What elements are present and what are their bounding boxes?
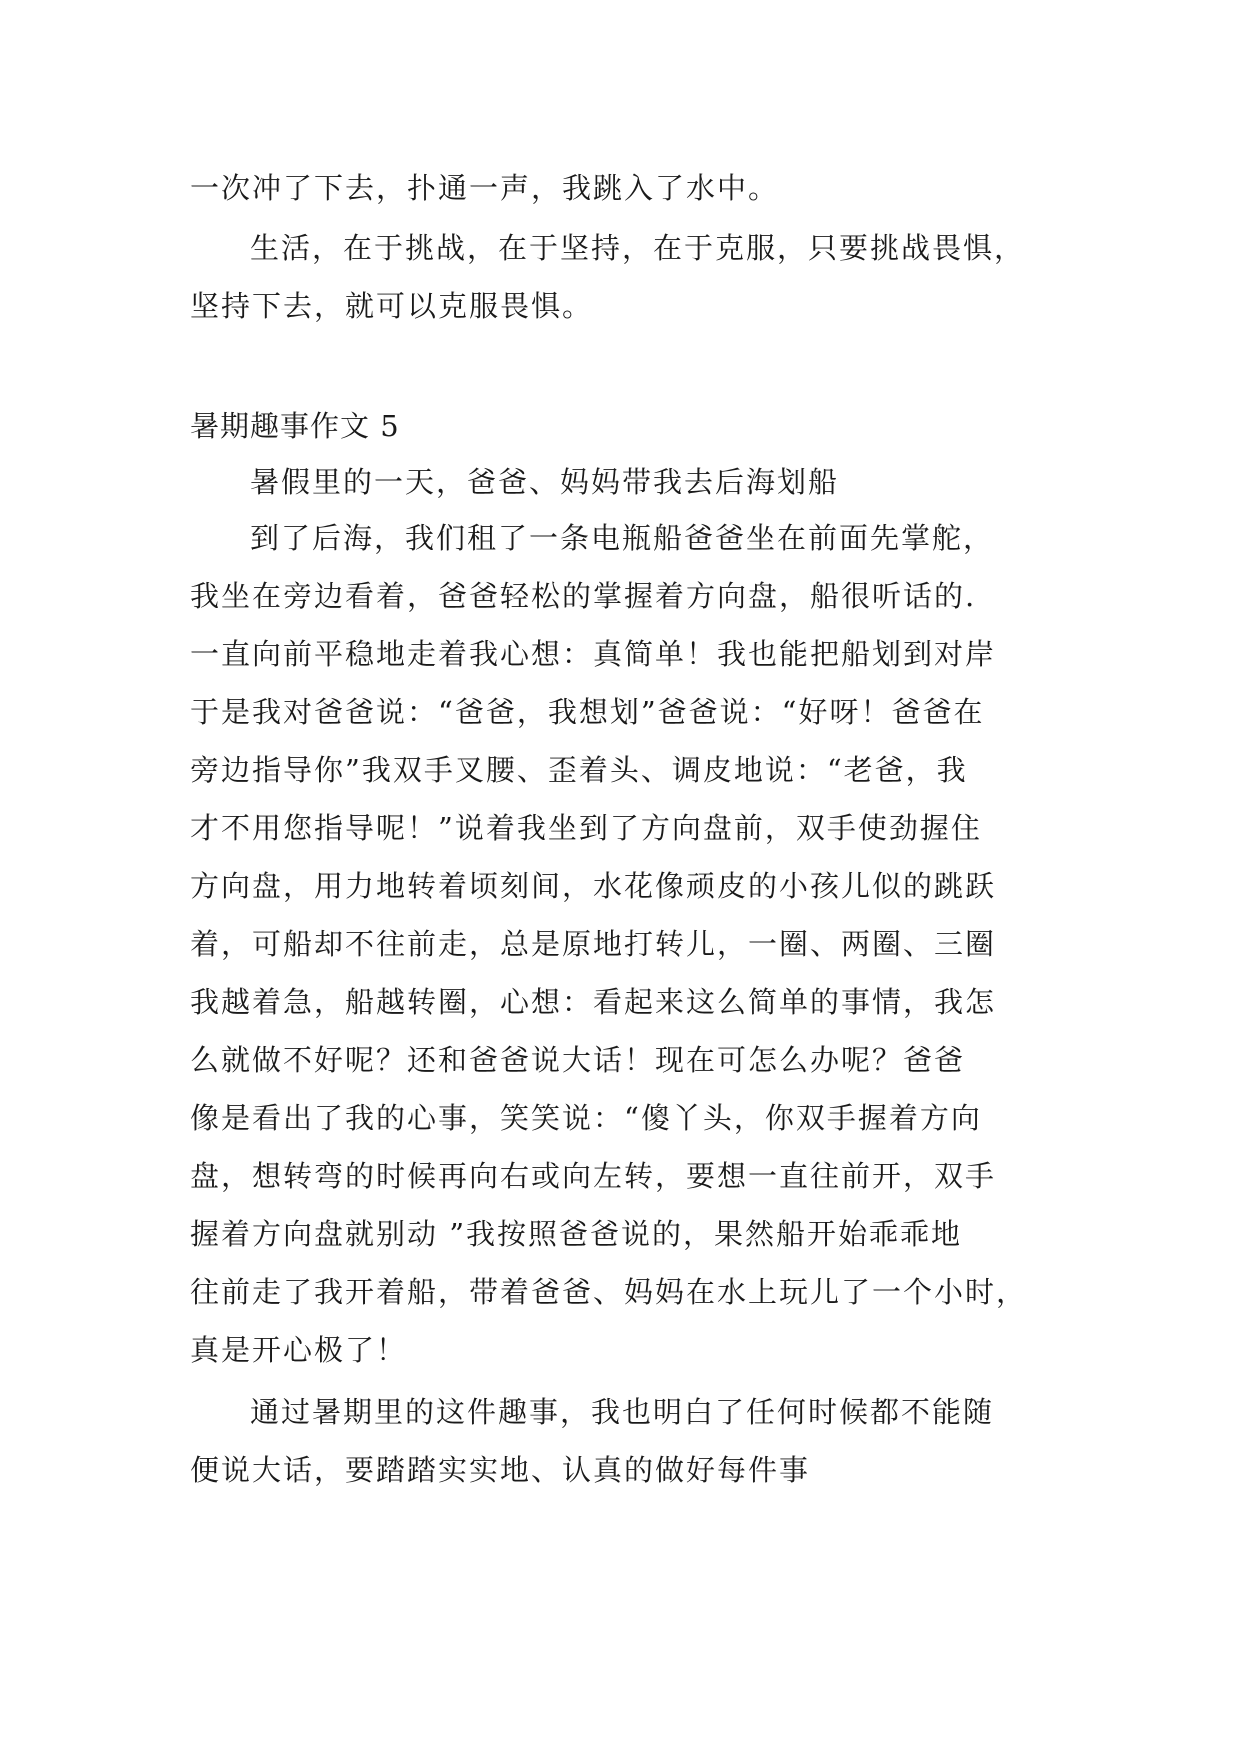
text-line: 往前走了我开着船，带着爸爸、妈妈在水上玩儿了一个小时， — [190, 1275, 1028, 1309]
text-line: 盘，想转弯的时候再向右或向左转，要想一直往前开，双手 — [190, 1159, 997, 1193]
text-line: 方向盘，用力地转着顷刻间，水花像顽皮的小孩儿似的跳跃 — [190, 869, 997, 903]
text-line: 一次冲了下去，扑通一声，我跳入了水中。 — [190, 171, 780, 205]
text-line: 握着方向盘就别动 ”我按照爸爸说的，果然船开始乖乖地 — [190, 1217, 963, 1251]
text-line: 着，可船却不往前走，总是原地打转儿，一圈、两圈、三圈 — [190, 927, 997, 961]
text-line: 我坐在旁边看着，爸爸轻松的掌握着方向盘，船很听话的. — [190, 579, 977, 613]
text-line: 一直向前平稳地走着我心想：真简单！我也能把船划到对岸 — [190, 637, 997, 671]
text-line: 旁边指导你”我双手叉腰、歪着头、调皮地说：“老爸，我 — [190, 753, 968, 787]
text-line: 真是开心极了！ — [190, 1333, 408, 1367]
section-heading: 暑期趣事作文 5 — [190, 409, 400, 443]
text-line: 么就做不好呢？还和爸爸说大话！现在可怎么办呢？爸爸 — [190, 1043, 966, 1077]
text-line: 便说大话，要踏踏实实地、认真的做好每件事 — [190, 1453, 811, 1487]
paragraph-first-line: 到了后海，我们租了一条电瓶船爸爸坐在前面先掌舵， — [250, 521, 995, 555]
text-line: 像是看出了我的心事，笑笑说：“傻丫头，你双手握着方向 — [190, 1101, 982, 1135]
text-line: 坚持下去，就可以克服畏惧。 — [190, 289, 594, 323]
text-line: 我越着急，船越转圈，心想：看起来这么简单的事情，我怎 — [190, 985, 997, 1019]
paragraph-first-line: 暑假里的一天，爸爸、妈妈带我去后海划船 — [250, 465, 840, 499]
text-line: 才不用您指导呢！”说着我坐到了方向盘前，双手使劲握住 — [190, 811, 982, 845]
paragraph-first-line: 生活，在于挑战，在于坚持，在于克服，只要挑战畏惧， — [250, 231, 1026, 265]
text-line: 于是我对爸爸说：“爸爸，我想划”爸爸说：“好呀！爸爸在 — [190, 695, 985, 729]
paragraph-first-line: 通过暑期里的这件趣事，我也明白了任何时候都不能随 — [250, 1395, 995, 1429]
